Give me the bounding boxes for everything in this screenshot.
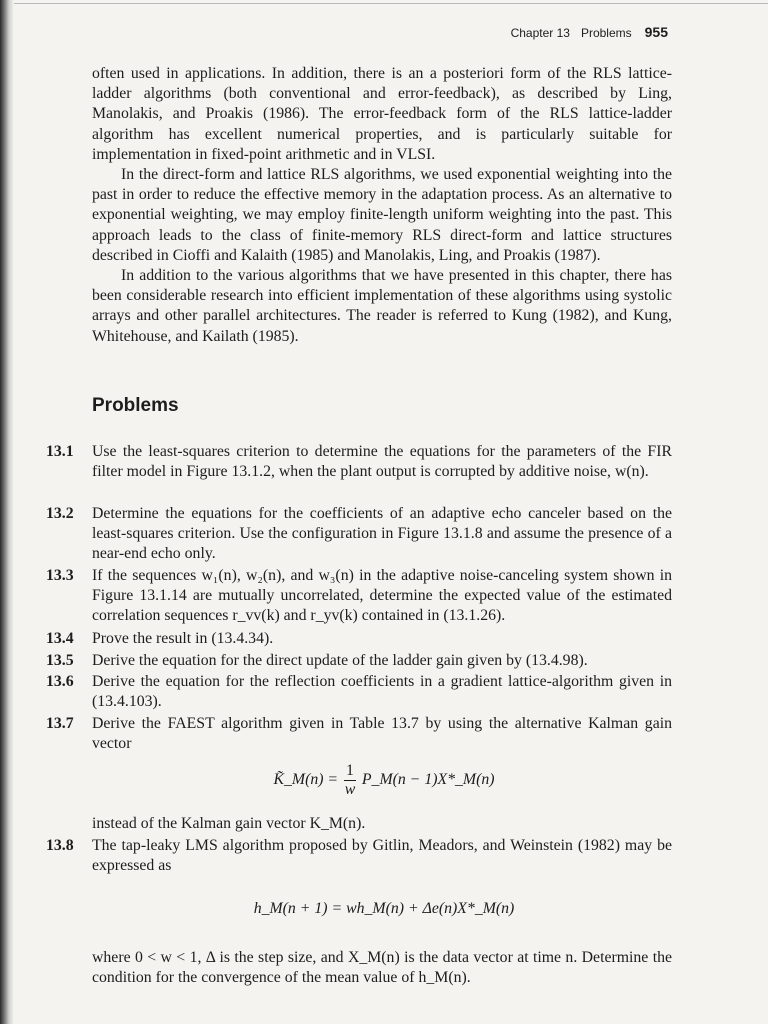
- problem-text: Derive the FAEST algorithm given in Table 13.7 by using the alternative Kalman gain vector: [92, 715, 672, 753]
- problem-item: [46, 672, 672, 712]
- problem-text: where 0 < w < 1, Δ is the step size, and X_M(n) is the data vector at time n. Determine the condition for the convergence of the mean value of h_M(n).: [92, 949, 672, 987]
- running-head: [511, 24, 668, 41]
- problem-number: 13.6: [46, 673, 74, 690]
- problem-item: [46, 629, 672, 649]
- equation-lhs: K̃_M(n) =: [273, 771, 339, 789]
- problem-text: Derive the equation for the reflection coefficients in a gradient lattice-algorithm given in (13.4.103).: [92, 673, 672, 711]
- equation-rhs: P_M(n − 1)X*_M(n): [361, 771, 495, 789]
- problem-number: 13.3: [46, 567, 74, 584]
- tap-leaky-lms-equation: h_M(n + 1) = wh_M(n) + Δe(n)X*_M(n): [253, 900, 515, 917]
- problem-number: 13.4: [46, 630, 74, 647]
- chapter-label: Chapter 13: [510, 26, 570, 40]
- problem-text: Derive the equation for the direct update of the ladder gain given by (13.4.98).: [92, 652, 588, 669]
- section-label: Problems: [580, 26, 632, 40]
- fraction-numerator: 1: [346, 762, 354, 779]
- problem-item: [46, 566, 672, 627]
- paragraph: In addition to the various algorithms that we have presented in this chapter, there has been considerable research into efficient implementation of these algorithms using systolic arrays and other parallel architectures. The reader is referred to Kung (1982), and Kung, Whitehouse, and Kailath (1985).: [92, 267, 672, 345]
- page-top-edge: [14, 3, 768, 4]
- fraction: [344, 762, 356, 799]
- problem-text: The tap-leaky LMS algorithm proposed by Gitlin, Meadors, and Weinstein (1982) may be expressed as: [92, 837, 672, 875]
- problem-item: [46, 504, 672, 565]
- problem-number: 13.2: [46, 505, 74, 522]
- paragraph: often used in applications. In addition, there is an a posteriori form of the RLS lattice-ladder algorithms (both conventional and error-feedback), as described by Ling, Manolakis, and Proakis (1986). The error-feedback form of the RLS lattice-ladder algorithm has excellent numerical properties, and is particularly suitable for implementation in fixed-point arithmetic and in VLSI.: [92, 65, 672, 163]
- problem-number: 13.7: [46, 715, 74, 732]
- problem-number: 13.8: [46, 837, 74, 854]
- body-text: [92, 64, 672, 347]
- problem-item: [46, 442, 672, 482]
- problem-text: Use the least-squares criterion to determine the equations for the parameters of the FIR filter model in Figure 13.1.2, when the plant output is corrupted by additive noise, w(n).: [92, 443, 672, 481]
- problem-item: [46, 714, 672, 754]
- problem-item: [46, 651, 672, 671]
- paragraph: In the direct-form and lattice RLS algorithms, we used exponential weighting into the past in order to reduce the effective memory in the adaptation process. As an alternative to exponential weighting, we may employ finite-length uniform weighting into the past. This approach leads to the class of finite-memory RLS direct-form and lattice structures described in Cioffi and Kalaith (1985) and Manolakis, Ling, and Proakis (1987).: [92, 166, 672, 264]
- problem-text: Prove the result in (13.4.34).: [92, 630, 274, 647]
- problem-text: If the sequences w₁(n), w₂(n), and w₃(n) in the adaptive noise-canceling system shown in Figure 13.1.14 are mutually uncorrelated, determine the expected value of the estimated correlation sequences r_vv(k) and r_yv(k) contained in (13.1.26).: [92, 567, 672, 625]
- section-heading: Problems: [92, 395, 179, 416]
- problem-continuation: [92, 948, 672, 988]
- problem-continuation: [92, 814, 672, 834]
- page-number: 955: [644, 24, 668, 40]
- book-spine-shadow: [0, 0, 14, 1024]
- problem-number: 13.1: [46, 443, 74, 460]
- kalman-gain-equation: [0, 762, 768, 799]
- problem-text: instead of the Kalman gain vector K_M(n).: [92, 815, 366, 832]
- problem-number: 13.5: [46, 652, 74, 669]
- problem-item: [46, 836, 672, 876]
- fraction-denominator: w: [344, 781, 356, 798]
- problem-text: Determine the equations for the coefficients of an adaptive echo canceler based on the least-squares criterion. Use the configuration in Figure 13.1.8 and assume the presence of a near-end echo only.: [92, 505, 672, 563]
